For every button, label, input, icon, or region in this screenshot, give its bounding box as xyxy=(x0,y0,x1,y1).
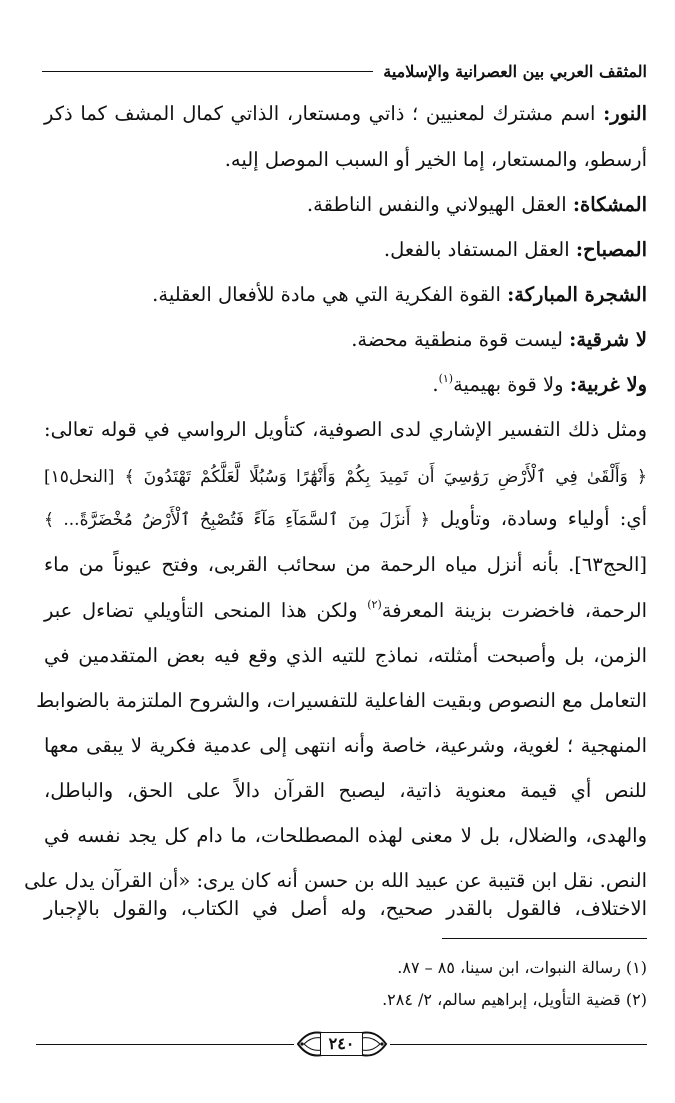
text-line: والهدى، والضلال، بل لا معنى لهذه المصطلحات، ما دام كل يجد نفسه في xyxy=(44,824,647,847)
text-line: ومثل ذلك التفسير الإشاري لدى الصوفية، كتأويل الرواسي في قوله تعالى: xyxy=(44,418,647,441)
term-definition: العقل المستفاد بالفعل. xyxy=(383,238,570,261)
term-label: لا شرقية: xyxy=(569,328,647,351)
running-title: المثقف العربي بين العصرانية والإسلامية xyxy=(383,61,647,81)
term-label: المشكاة: xyxy=(572,193,647,216)
text-line: الاختلاف، فالقول بالقدر صحيح، وله أصل في الكتاب، والقول بالإجبار xyxy=(44,897,647,920)
quran-verse: ﴿ أَنزَلَ مِنَ ٱلسَّمَآءِ مَآءً فَتُصْبِحُ ٱلْأَرْضُ مُخْضَرَّةً... ﴾ xyxy=(44,510,430,530)
text-line xyxy=(44,597,647,624)
text-line xyxy=(44,191,647,218)
term-definition: اسم مشترك لمعنيين ؛ ذاتي ومستعار، الذاتي كمال المشف كما ذكر xyxy=(44,102,596,125)
text-line xyxy=(44,100,647,127)
text-line xyxy=(44,371,647,398)
text-line: للنص أي قيمة معنوية ذاتية، ليصبح القرآن دالاً على الحق، والباطل، xyxy=(44,779,647,802)
text-line: المنهجية ؛ لغوية، وشرعية، خاصة وأنه انتهى إلى عدمية فكرية لا يبقى معها xyxy=(44,734,647,757)
footnote-2: (٢) قضية التأويل، إبراهيم سالم، ٢/ ٢٨٤. xyxy=(382,990,647,1009)
text-line xyxy=(44,236,647,263)
text-line xyxy=(44,326,647,353)
quran-line xyxy=(44,462,647,490)
footnote-separator xyxy=(442,938,647,939)
term-definition: القوة الفكرية التي هي مادة للأفعال العقلية. xyxy=(152,283,501,306)
term-label: المصباح: xyxy=(575,238,647,261)
footnote-ref-2: (٢) xyxy=(367,598,382,611)
page-number-ornament xyxy=(294,1027,390,1061)
text-line: الزمن، بل وأصبحت أمثلته، نماذج للتيه الذي وقع فيه بعض المتقدمين في xyxy=(44,644,647,667)
text-line: النص. نقل ابن قتيبة عن عبيد الله بن حسن أنه كان يرى: «أن القرآن يدل على xyxy=(24,869,647,892)
verse-citation: [النحل١٥] xyxy=(44,467,115,487)
text-line: التعامل مع النصوص وبقيت الفاعلية للتفسيرات، والشروح الملتزمة بالضوابط xyxy=(36,689,647,712)
text-line xyxy=(44,505,647,533)
header-rule xyxy=(42,71,373,72)
term-label: الشجرة المباركة: xyxy=(507,283,647,306)
running-header xyxy=(42,58,647,84)
term-label: النور: xyxy=(603,102,647,125)
term-label: ولا غربية: xyxy=(569,373,647,396)
period: . xyxy=(432,373,439,396)
text-line: [الحج٦٣]. بأنه أنزل مياه الرحمة من سحائب القربى، وفتح عيوناً من ماء xyxy=(44,553,647,576)
term-definition: ولا قوة بهيمية xyxy=(453,373,564,396)
page-footer xyxy=(36,1025,647,1065)
text-segment: ولكن هذا المنحى التأويلي تضاءل عبر xyxy=(44,599,368,622)
text-line: أرسطو، والمستعار، إما الخير أو السبب الموصل إليه. xyxy=(224,148,647,171)
page-number: ٢٤٠ xyxy=(320,1032,364,1056)
term-definition: العقل الهيولاني والنفس الناطقة. xyxy=(306,193,567,216)
text-segment: الرحمة، فاخضرت بزينة المعرفة xyxy=(381,599,647,622)
term-definition: ليست قوة منطقية محضة. xyxy=(351,328,563,351)
footnote-1: (١) رسالة النبوات، ابن سينا، ٨٥ – ٨٧. xyxy=(397,958,647,977)
footnote-ref-1: (١) xyxy=(438,372,454,385)
text-line xyxy=(44,281,647,308)
quran-verse: ﴿ وَأَلْقَىٰ فِي ٱلْأَرْضِ رَوَٰسِيَ أَن تَمِيدَ بِكُمْ وَأَنْهَٰرًا وَسُبُلًا لَّعَلَّكُمْ تَهْتَدُونَ ﴾ xyxy=(124,467,647,487)
text-segment: أي: أولياء وسادة، وتأويل xyxy=(440,507,648,530)
